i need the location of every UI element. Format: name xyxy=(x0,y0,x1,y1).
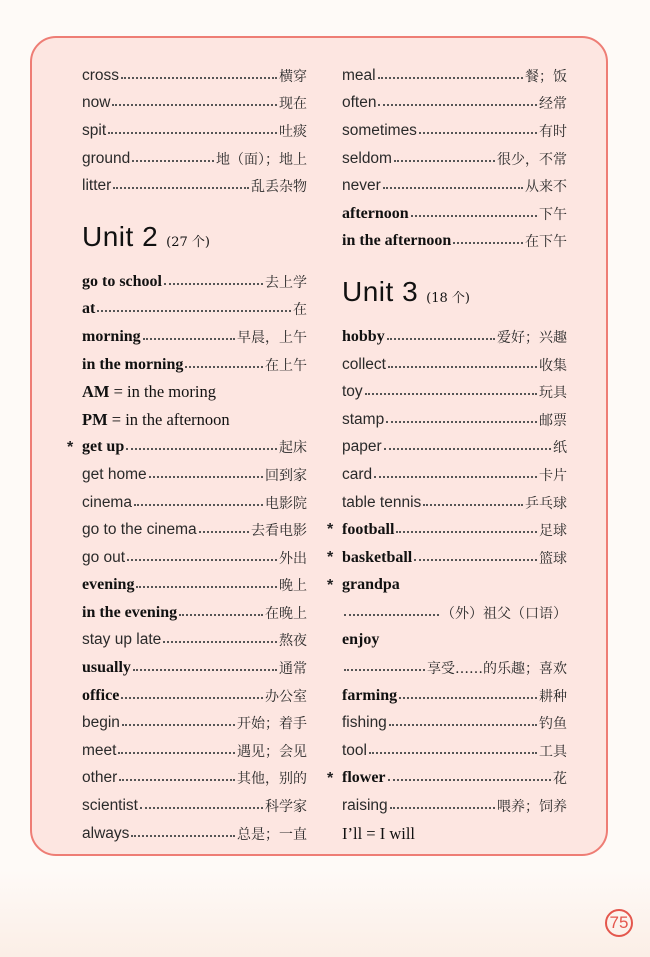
entry-word: grandpa xyxy=(342,576,400,594)
entry-word: in the afternoon xyxy=(342,232,452,250)
vocab-entry xyxy=(342,489,567,517)
vocab-entry xyxy=(82,627,307,655)
entry-meaning: 通常 xyxy=(279,661,307,678)
leader-dots xyxy=(97,310,291,312)
leader-dots xyxy=(399,697,537,699)
entry-word: flower xyxy=(342,769,386,787)
entry-meaning: 爱好；兴趣 xyxy=(497,329,567,346)
leader-dots xyxy=(126,448,277,450)
leader-dots xyxy=(149,476,263,478)
vocab-entry xyxy=(82,737,307,765)
leader-dots xyxy=(384,448,551,450)
vocab-entry xyxy=(82,172,307,200)
leader-dots xyxy=(113,187,249,189)
entry-word: AM xyxy=(82,382,110,402)
unit-title: Unit 2 xyxy=(82,220,159,252)
entry-meaning: 享受……的乐趣；喜欢 xyxy=(427,661,567,678)
entry-meaning: 总是；一直 xyxy=(237,826,307,843)
entry-word: stamp xyxy=(342,410,385,428)
entry-meaning: 横穿 xyxy=(279,68,307,85)
leader-dots xyxy=(118,752,235,754)
entry-word: in the evening xyxy=(82,603,178,621)
entry-word: cross xyxy=(82,66,120,84)
vocab-entry xyxy=(82,599,307,627)
entry-meaning: 起床 xyxy=(279,440,307,457)
vocab-entry xyxy=(82,323,307,351)
entry-meaning: 足球 xyxy=(539,523,567,540)
entry-word: hobby xyxy=(342,327,385,345)
entry-meaning: 开始；着手 xyxy=(237,716,307,733)
vocab-entry xyxy=(342,117,567,145)
leader-dots xyxy=(414,559,537,561)
vocab-entry xyxy=(82,765,307,793)
entry-word: often xyxy=(342,94,377,112)
leader-dots xyxy=(394,160,495,162)
entry-word: card xyxy=(342,465,373,483)
right-column xyxy=(327,62,567,847)
entry-word: begin xyxy=(82,714,120,732)
entry-meaning: 喂养；饲养 xyxy=(497,799,567,816)
entry-expansion: = in the afternoon xyxy=(107,409,230,429)
leader-dots xyxy=(388,366,537,368)
entry-meaning: 在 xyxy=(293,302,307,319)
vocab-entry xyxy=(342,406,567,434)
star-marker: * xyxy=(67,438,74,456)
leader-dots xyxy=(121,697,263,699)
leader-dots xyxy=(383,187,523,189)
entry-meaning: （外）祖父（口语） xyxy=(441,605,567,622)
leader-dots xyxy=(369,752,537,754)
entry-meaning: 办公室 xyxy=(265,688,307,705)
entry-meaning: 熬夜 xyxy=(279,633,307,650)
entry-meaning: 现在 xyxy=(279,96,307,113)
leader-dots xyxy=(122,724,235,726)
entry-word: fishing xyxy=(342,714,387,732)
vocab-entry xyxy=(342,737,567,765)
vocab-entry xyxy=(327,516,567,544)
entry-meaning: 电影院 xyxy=(265,495,307,512)
entry-meaning: 纸 xyxy=(553,440,567,457)
leader-dots xyxy=(389,724,537,726)
leader-dots xyxy=(378,77,523,79)
leader-dots xyxy=(131,835,235,837)
entry-meaning: 在晚上 xyxy=(265,605,307,622)
vocab-entry xyxy=(327,544,567,572)
page-bottom-shading xyxy=(0,870,650,957)
vocab-entry xyxy=(342,792,567,820)
entry-meaning: 玩具 xyxy=(539,385,567,402)
vocab-entry xyxy=(342,351,567,379)
entry-meaning: 很少，不常 xyxy=(497,151,567,168)
entry-meaning: 外出 xyxy=(279,550,307,567)
vocab-meaning-line xyxy=(342,654,567,682)
leader-dots xyxy=(344,669,425,671)
leader-dots xyxy=(378,104,537,106)
entry-meaning: 乱丢杂物 xyxy=(251,179,307,196)
leader-dots xyxy=(133,669,277,671)
star-marker: * xyxy=(327,576,334,594)
vocab-entry xyxy=(342,200,567,228)
vocab-entry xyxy=(82,268,307,296)
unit-3-heading xyxy=(342,261,567,323)
vocab-entry xyxy=(82,489,307,517)
entry-meaning: 去看电影 xyxy=(251,523,307,540)
unit-2-heading xyxy=(82,206,307,268)
vocab-entry xyxy=(82,544,307,572)
entry-word: now xyxy=(82,94,111,112)
leader-dots xyxy=(386,421,537,423)
vocab-entry xyxy=(327,765,567,793)
unit-word-count: (27 个) xyxy=(166,235,210,251)
leader-dots xyxy=(108,132,277,134)
vocab-entry xyxy=(342,709,567,737)
entry-meaning: 在下午 xyxy=(525,234,567,251)
vocab-entry xyxy=(82,351,307,379)
leader-dots xyxy=(344,614,439,616)
leader-dots xyxy=(143,338,235,340)
vocab-entry xyxy=(82,62,307,90)
entry-meaning: 回到家 xyxy=(265,467,307,484)
vocab-entry xyxy=(342,145,567,173)
entry-word: spit xyxy=(82,121,107,139)
entry-word: always xyxy=(82,824,130,842)
vocab-entry xyxy=(82,654,307,682)
entry-word: table tennis xyxy=(342,493,422,511)
abbreviation-entry xyxy=(82,378,307,406)
entry-meaning: 经常 xyxy=(539,96,567,113)
vocab-meaning-line xyxy=(342,599,567,627)
entry-word: sometimes xyxy=(342,121,417,139)
vocab-entry xyxy=(342,682,567,710)
entry-meaning: 地（面）；地上 xyxy=(216,151,307,168)
left-column xyxy=(67,62,307,847)
leader-dots xyxy=(164,283,263,285)
leader-dots xyxy=(136,586,277,588)
entry-word: raising xyxy=(342,797,388,815)
entry-meaning: 花 xyxy=(553,771,567,788)
vocab-entry xyxy=(82,90,307,118)
vocab-entry xyxy=(82,117,307,145)
vocab-entry xyxy=(342,172,567,200)
leader-dots xyxy=(388,779,551,781)
leader-dots xyxy=(179,614,263,616)
unit-word-count: (18 个) xyxy=(426,290,470,306)
entry-meaning: 遇见；会见 xyxy=(237,743,307,760)
vocab-entry xyxy=(82,296,307,324)
leader-dots xyxy=(185,366,263,368)
entry-word: usually xyxy=(82,659,131,677)
entry-word: stay up late xyxy=(82,631,162,649)
leader-dots xyxy=(140,807,263,809)
entry-word: paper xyxy=(342,438,382,456)
leader-dots xyxy=(396,531,537,533)
page-number: 75 xyxy=(605,909,633,937)
entry-meaning: 下午 xyxy=(539,206,567,223)
leader-dots xyxy=(127,559,277,561)
leader-dots xyxy=(163,641,277,643)
entry-meaning: 从来不 xyxy=(525,179,567,196)
entry-word: football xyxy=(342,521,395,539)
leader-dots xyxy=(119,779,235,781)
leader-dots xyxy=(453,242,523,244)
abbreviation-entry xyxy=(342,820,567,848)
entry-expansion: = in the moring xyxy=(109,382,216,402)
entry-word: scientist xyxy=(82,797,138,815)
entry-word: basketball xyxy=(342,548,413,566)
star-marker: * xyxy=(327,769,334,787)
entry-word: enjoy xyxy=(342,631,380,649)
leader-dots xyxy=(199,531,249,533)
vocab-entry xyxy=(342,627,567,655)
entry-meaning: 早晨，上午 xyxy=(237,329,307,346)
abbreviation-entry xyxy=(82,406,307,434)
leader-dots xyxy=(374,476,537,478)
vocab-entry xyxy=(342,378,567,406)
entry-meaning: 工具 xyxy=(539,743,567,760)
entry-meaning: 邮票 xyxy=(539,412,567,429)
leader-dots xyxy=(411,215,537,217)
entry-word: get home xyxy=(82,465,147,483)
leader-dots xyxy=(419,132,537,134)
entry-meaning: 耕种 xyxy=(539,688,567,705)
leader-dots xyxy=(390,807,495,809)
leader-dots xyxy=(423,504,523,506)
entry-meaning: 卡片 xyxy=(539,467,567,484)
star-marker: * xyxy=(327,521,334,539)
entry-word: morning xyxy=(82,327,141,345)
vocabulary-card xyxy=(30,36,608,856)
vocab-entry xyxy=(342,323,567,351)
vocab-entry xyxy=(327,572,567,600)
vocab-entry xyxy=(82,461,307,489)
entry-word: farming xyxy=(342,686,398,704)
entry-meaning: 其他，别的 xyxy=(237,771,307,788)
entry-word: cinema xyxy=(82,493,132,511)
entry-meaning: 篮球 xyxy=(539,550,567,567)
entry-meaning: 乒乓球 xyxy=(525,495,567,512)
entry-meaning: 去上学 xyxy=(265,274,307,291)
leader-dots xyxy=(112,104,277,106)
leader-dots xyxy=(132,160,214,162)
entry-word: ground xyxy=(82,149,131,167)
leader-dots xyxy=(387,338,495,340)
vocab-entry xyxy=(82,682,307,710)
entry-word: litter xyxy=(82,177,112,195)
vocab-entry xyxy=(82,516,307,544)
star-marker: * xyxy=(327,548,334,566)
entry-word: other xyxy=(82,769,118,787)
entry-word: tool xyxy=(342,741,367,759)
entry-word: meet xyxy=(82,741,117,759)
entry-meaning: 科学家 xyxy=(265,799,307,816)
entry-word: I’ll xyxy=(342,823,363,843)
entry-word: get up xyxy=(82,438,125,456)
leader-dots xyxy=(365,393,537,395)
vocab-entry xyxy=(82,709,307,737)
entry-meaning: 有时 xyxy=(539,123,567,140)
entry-word: go to school xyxy=(82,272,162,290)
vocab-entry xyxy=(342,90,567,118)
entry-word: evening xyxy=(82,576,135,594)
vocab-entry xyxy=(342,62,567,90)
entry-word: collect xyxy=(342,355,386,373)
entry-word: afternoon xyxy=(342,204,409,222)
entry-meaning: 晚上 xyxy=(279,578,307,595)
entry-word: meal xyxy=(342,66,376,84)
entry-word: at xyxy=(82,300,96,318)
vocab-entry xyxy=(82,792,307,820)
vocab-entry xyxy=(82,145,307,173)
leader-dots xyxy=(121,77,277,79)
entry-meaning: 收集 xyxy=(539,357,567,374)
vocab-entry xyxy=(82,820,307,848)
vocab-entry xyxy=(342,228,567,256)
entry-word: go out xyxy=(82,548,126,566)
leader-dots xyxy=(134,504,263,506)
entry-meaning: 餐；饭 xyxy=(525,68,567,85)
vocab-entry xyxy=(342,461,567,489)
entry-word: go to the cinema xyxy=(82,521,197,539)
entry-expansion: = I will xyxy=(362,823,416,843)
vocab-entry xyxy=(82,572,307,600)
entry-word: PM xyxy=(82,409,108,429)
vocab-entry xyxy=(342,434,567,462)
vocab-entry xyxy=(67,434,307,462)
entry-word: seldom xyxy=(342,149,392,167)
entry-word: office xyxy=(82,686,120,704)
entry-word: never xyxy=(342,177,381,195)
entry-meaning: 吐痰 xyxy=(279,123,307,140)
entry-word: toy xyxy=(342,383,363,401)
entry-meaning: 在上午 xyxy=(265,357,307,374)
unit-title: Unit 3 xyxy=(342,276,419,308)
entry-word: in the morning xyxy=(82,355,184,373)
entry-meaning: 钓鱼 xyxy=(539,716,567,733)
